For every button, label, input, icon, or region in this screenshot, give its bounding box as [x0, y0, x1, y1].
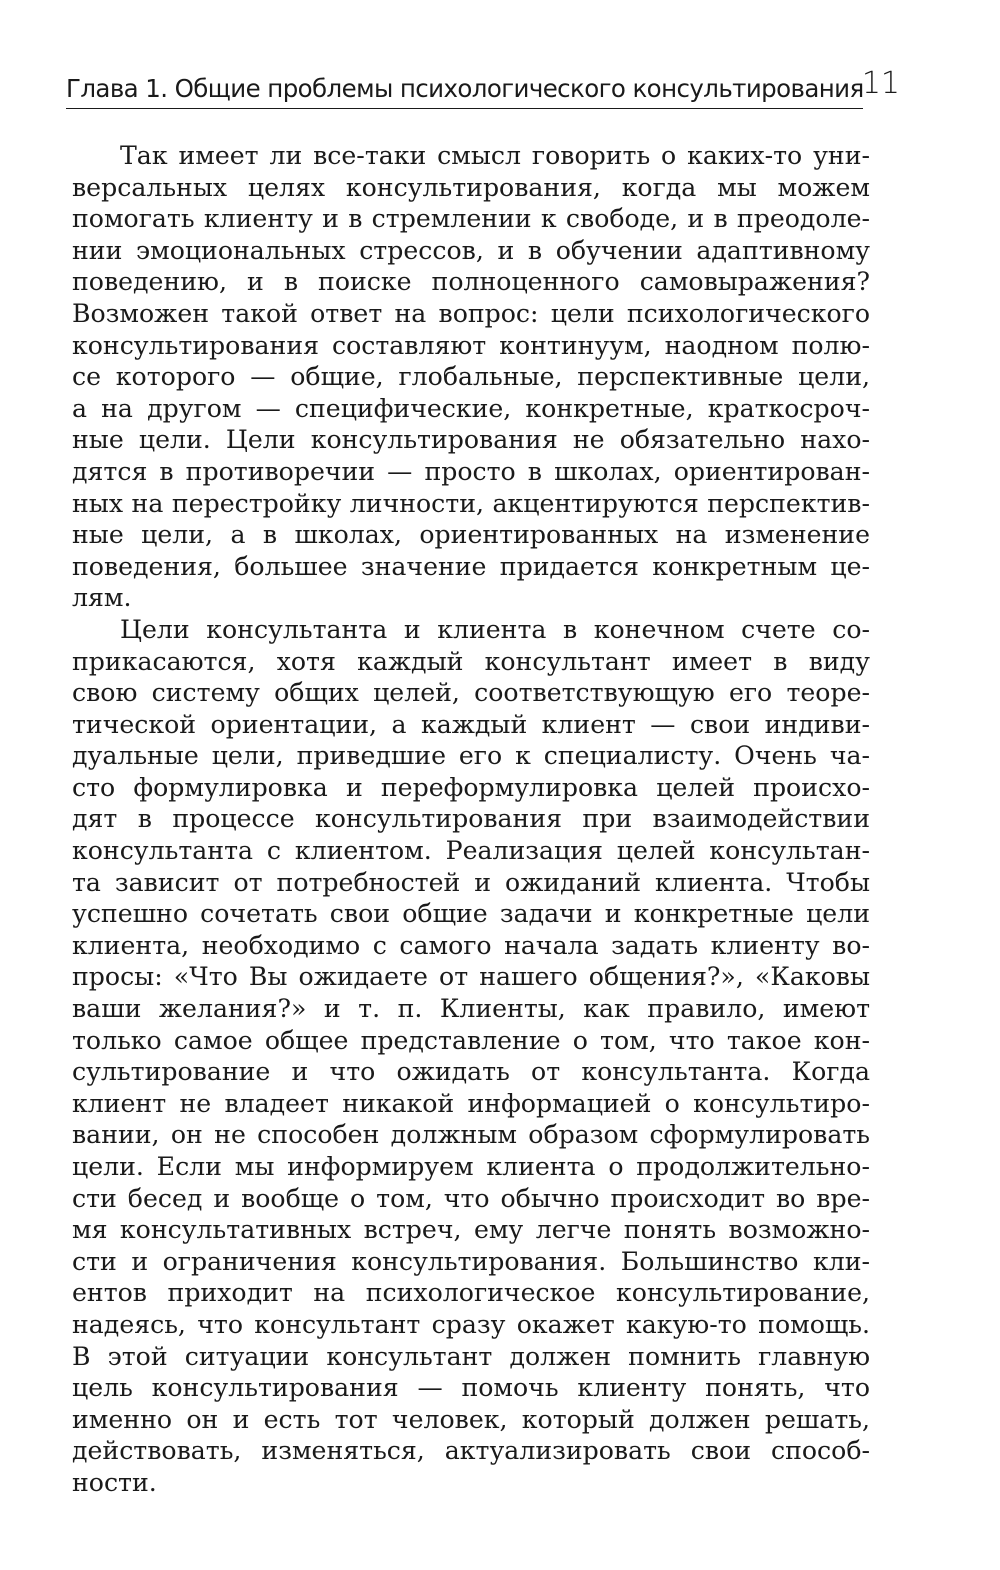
text-line: поведения, большее значение придается конкретным це-	[72, 551, 870, 581]
text-line: та зависит от потребностей и ожиданий клиента. Чтобы	[72, 867, 870, 897]
text-line: цель консультирования — помочь клиенту понять, что	[72, 1373, 870, 1403]
text-line: Цели консультанта и клиента в конечном счете со-	[120, 614, 870, 644]
text-line: лям.	[72, 583, 132, 613]
text-line: версальных целях консультирования, когда мы можем	[72, 172, 870, 202]
text-line: цели. Если мы информируем клиента о продолжительно-	[72, 1152, 870, 1181]
text-line: тической ориентации, а каждый клиент — свои индиви-	[72, 709, 870, 739]
text-line: В этой ситуации консультант должен помнить главную	[72, 1341, 870, 1371]
text-line: просы: «Что Вы ожидаете от нашего общения?», «Каковы	[72, 962, 870, 992]
text-line: ные цели. Цели консультирования не обязательно нахо-	[72, 425, 870, 455]
page-number: 11	[861, 66, 900, 101]
body-text	[72, 140, 870, 1499]
text-line: действовать, изменяться, актуализировать свои способ-	[72, 1436, 870, 1466]
text-line: Возможен такой ответ на вопрос: цели психологического	[72, 298, 870, 328]
text-line: вании, он не способен должным образом сформулировать	[72, 1120, 870, 1150]
text-line: се которого — общие, глобальные, перспективные цели,	[72, 362, 870, 392]
text-line: успешно сочетать свои общие задачи и конкретные цели	[72, 899, 870, 929]
text-line: консультирования составляют континуум, наодном полю-	[72, 330, 870, 360]
text-line: помогать клиенту и в стремлении к свободе, и в преодоле-	[72, 204, 870, 234]
paragraph	[72, 140, 870, 614]
paragraph	[72, 614, 870, 1499]
text-line: надеясь, что консультант сразу окажет какую-то помощь.	[72, 1309, 870, 1339]
text-line: именно он и есть тот человек, который должен решать,	[72, 1404, 870, 1434]
text-line: дуальные цели, приведшие его к специалисту. Очень ча-	[72, 741, 870, 771]
text-line: ентов приходит на психологическое консультирование,	[72, 1278, 870, 1308]
text-line: сультирование и что ожидать от консультанта. Когда	[72, 1057, 870, 1087]
text-line: ные цели, а в школах, ориентированных на изменение	[72, 520, 870, 550]
text-line: а на другом — специфические, конкретные, краткосроч-	[72, 393, 870, 423]
chapter-running-title: Глава 1. Общие проблемы психологического консультирования	[66, 74, 864, 103]
text-line: свою систему общих целей, соответствующую его теоре-	[72, 678, 870, 708]
running-header	[66, 66, 906, 112]
text-line: поведению, и в поиске полноценного самовыражения?	[72, 267, 870, 297]
text-line: сти и ограничения консультирования. Большинство кли-	[72, 1246, 870, 1276]
text-line: мя консультативных встреч, ему легче понять возможно-	[72, 1215, 870, 1245]
text-line: дят в процессе консультирования при взаимодействии	[72, 804, 870, 834]
text-line: клиента, необходимо с самого начала задать клиенту во-	[72, 930, 870, 960]
text-line: ных на перестройку личности, акцентируются перспектив-	[72, 488, 870, 518]
text-line: Так имеет ли все-таки смысл говорить о каких-то уни-	[120, 141, 870, 170]
header-rule	[66, 108, 863, 109]
text-line: сти бесед и вообще о том, что обычно происходит во вре-	[72, 1183, 870, 1213]
text-line: сто формулировка и переформулировка целей происхо-	[72, 772, 870, 802]
text-line: прикасаются, хотя каждый консультант имеет в виду	[72, 646, 870, 676]
text-line: клиент не владеет никакой информацией о консультиро-	[72, 1088, 870, 1118]
text-line: ваши желания?» и т. п. Клиенты, как правило, имеют	[72, 994, 870, 1024]
text-line: нии эмоциональных стрессов, и в обучении адаптивному	[72, 235, 870, 265]
text-line: ности.	[72, 1467, 157, 1497]
text-line: дятся в противоречии — просто в школах, ориентирован-	[72, 456, 870, 486]
text-line: консультанта с клиентом. Реализация целей консультан-	[72, 836, 870, 866]
text-line: только самое общее представление о том, что такое кон-	[72, 1025, 870, 1055]
